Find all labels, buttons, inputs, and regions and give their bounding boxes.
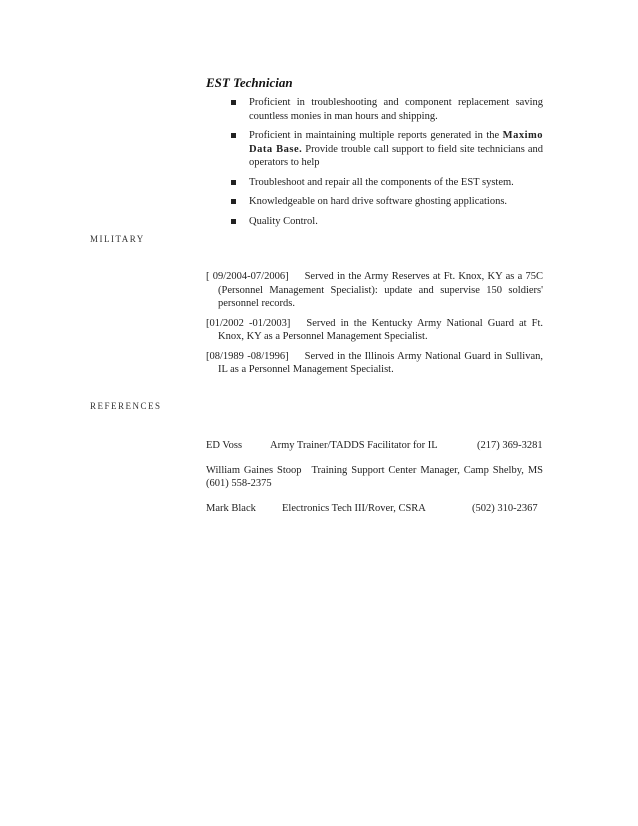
- reference-item: [206, 439, 543, 453]
- square-bullet-icon: [231, 100, 236, 105]
- entry-dates: [01/2002 -01/2003]: [206, 317, 291, 329]
- entry-dates: [ 09/2004-07/2006]: [206, 271, 289, 282]
- military-entry: [206, 350, 543, 377]
- reference-phone: (217) 369-3281: [477, 440, 543, 451]
- military-entries: [206, 270, 543, 383]
- entry-text: Served in the Army Reserves at Ft. Knox, KY as a 75C (Personnel Management Specialist): update and supervise 150 soldiers' personnel records.: [218, 271, 544, 309]
- entry-dates: [08/1989 -08/1996]: [206, 350, 289, 362]
- reference-name: William Gaines Stoop: [206, 464, 302, 476]
- duty-item: Quality Control.: [206, 215, 543, 229]
- reference-item: [206, 464, 543, 491]
- reference-name: ED Voss: [206, 440, 243, 451]
- duty-item: Troubleshoot and repair all the components of the EST system.: [206, 176, 543, 190]
- reference-role: Electronics Tech III/Rover, CSRA: [282, 502, 426, 514]
- duty-item: Knowledgeable on hard drive software ghosting applications.: [206, 195, 543, 209]
- entry-text: Served in the Kentucky Army National Guard at Ft. Knox, KY as a Personnel Management Specialist.: [218, 317, 543, 342]
- job-duties-list: [206, 96, 543, 234]
- military-entry: [206, 317, 543, 344]
- military-entry: [206, 270, 543, 311]
- square-bullet-icon: [231, 133, 236, 138]
- reference-role: Training Support Center Manager, Camp Shelby, MS: [311, 464, 543, 476]
- duty-item: Proficient in troubleshooting and component replacement saving countless monies in man hours and shipping.: [206, 96, 543, 123]
- reference-role: Army Trainer/TADDS Facilitator for IL: [270, 440, 438, 451]
- reference-name: Mark Black: [206, 502, 256, 514]
- references-heading: REFERENCES: [90, 401, 162, 411]
- job-title: EST Technician: [206, 75, 293, 90]
- references-list: [206, 439, 543, 515]
- duty-emphasis: Maximo Data Base.: [249, 130, 543, 155]
- duty-item: Proficient in maintaining multiple reports generated in the Maximo Data Base. Provide trouble call support to field site technicians and operators to help: [206, 129, 543, 170]
- square-bullet-icon: [231, 219, 236, 224]
- square-bullet-icon: [231, 180, 236, 185]
- reference-phone: (601) 558-2375: [206, 478, 272, 489]
- reference-item: [206, 502, 543, 516]
- military-heading: MILITARY: [90, 234, 145, 244]
- reference-phone: (502) 310-2367: [472, 502, 538, 514]
- entry-text: Served in the Illinois Army National Guard in Sullivan, IL as a Personnel Management Specialist.: [218, 350, 543, 375]
- square-bullet-icon: [231, 199, 236, 204]
